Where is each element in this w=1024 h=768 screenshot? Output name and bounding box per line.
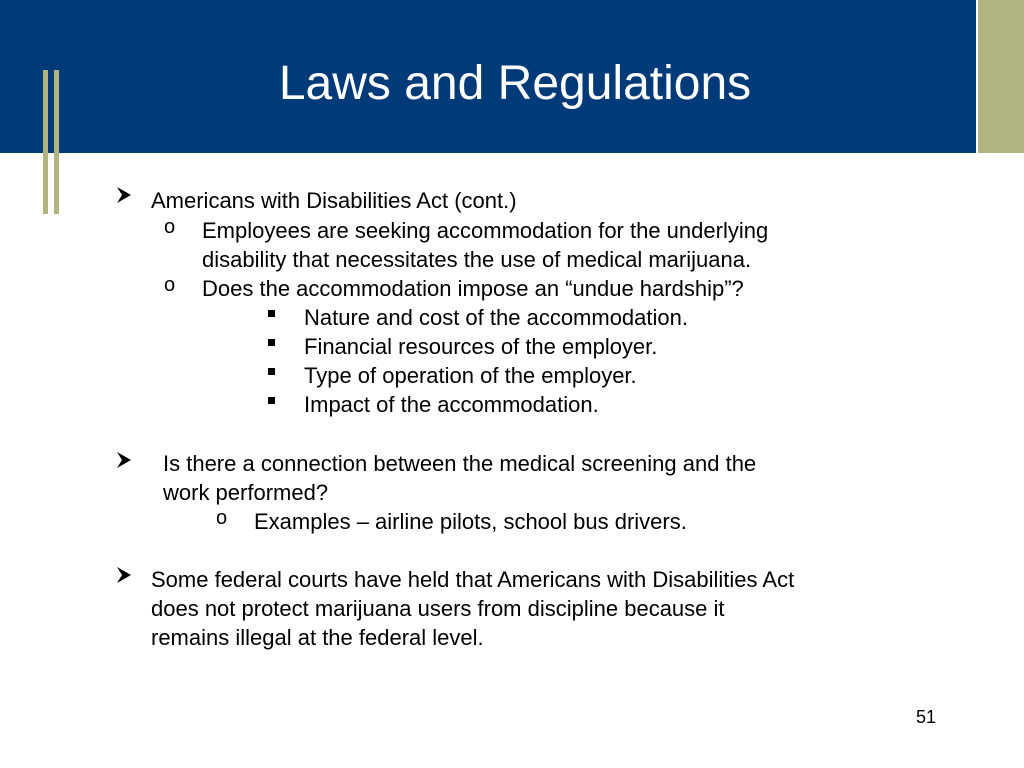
bullet-courts-1: Some federal courts have held that Americans with Disabilities Act [151,567,795,592]
page-number: 51 [915,707,936,727]
slide-title: Laws and Regulations [278,57,752,110]
sub-bullet-marker: o [216,507,228,529]
square-bullet-icon [268,368,275,375]
arrow-bullet-icon [116,566,132,584]
bullet-courts-2: does not protect marijuana users from discipline because it [151,596,725,621]
factor-item: Financial resources of the employer. [304,334,658,359]
square-bullet-icon [268,397,275,404]
sub-bullet-marker: o [164,216,176,238]
square-bullet-icon [268,339,275,346]
arrow-bullet-icon [116,186,132,204]
sub-bullet-accommodation-2: disability that necessitates the use of medical marijuana. [202,247,752,272]
bullet-ada: Americans with Disabilities Act (cont.) [151,188,517,213]
sub-bullet-examples: Examples – airline pilots, school bus drivers. [254,509,687,534]
arrow-bullet-icon [116,451,132,469]
bullet-screening-1: Is there a connection between the medical screening and the [163,451,757,476]
sub-bullet-undue-hardship: Does the accommodation impose an “undue hardship”? [202,276,744,301]
bullet-screening-2: work performed? [163,480,329,505]
sub-bullet-accommodation-1: Employees are seeking accommodation for the underlying [202,218,769,243]
sub-bullet-marker: o [164,274,176,296]
factor-item: Nature and cost of the accommodation. [304,305,688,330]
bullet-courts-3: remains illegal at the federal level. [151,625,484,650]
factor-item: Impact of the accommodation. [304,392,599,417]
square-bullet-icon [268,310,275,317]
factor-item: Type of operation of the employer. [304,363,637,388]
